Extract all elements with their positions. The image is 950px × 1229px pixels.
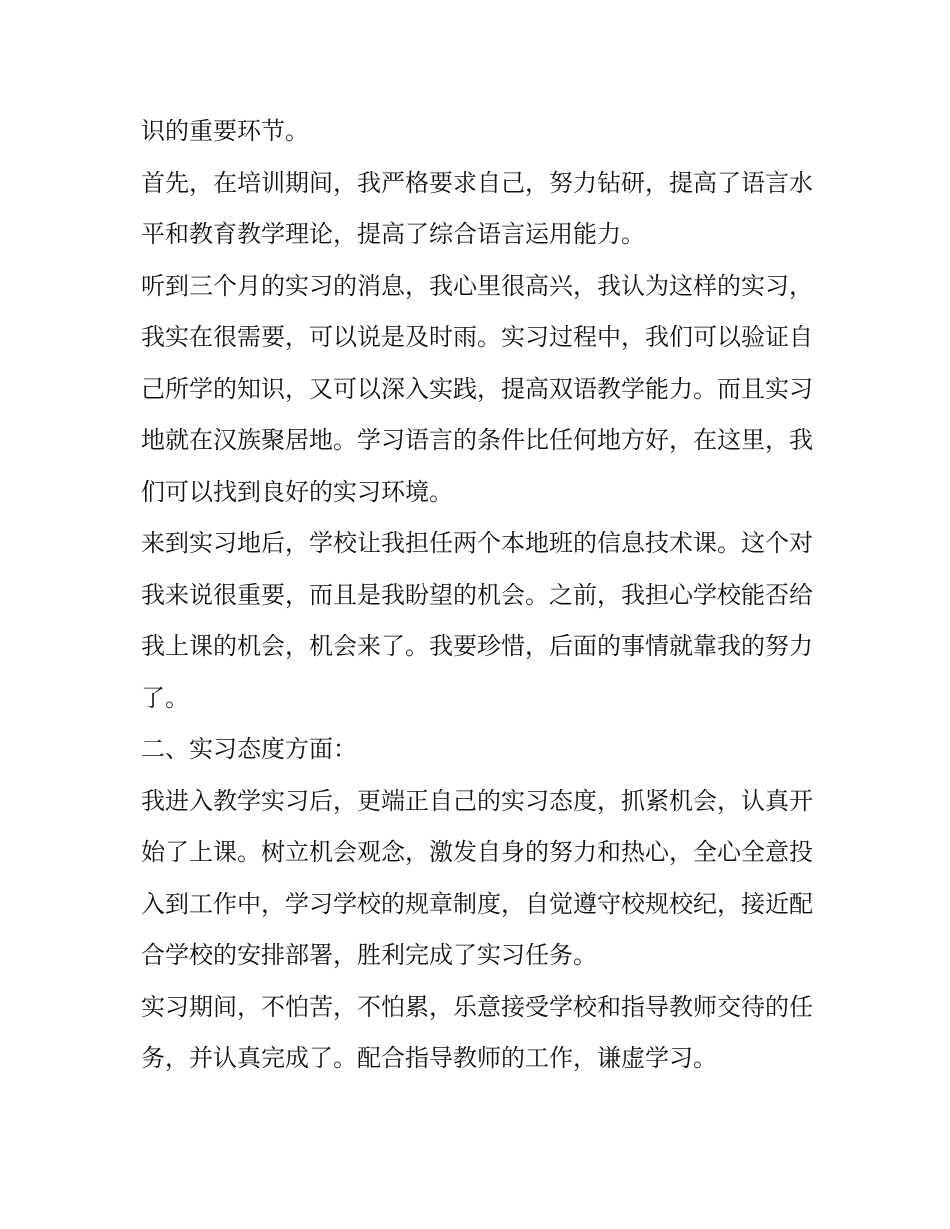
- paragraph-diligence: 实习期间，不怕苦，不怕累，乐意接受学校和指导教师交待的任务，并认真完成了。配合指导教师的工作，谦虚学习。: [141, 992, 813, 1072]
- section-heading-attitude: 二、实习态度方面：: [141, 735, 357, 763]
- paragraph-arrival: 来到实习地后，学校让我担任两个本地班的信息技术课。这个对我来说很重要，而且是我盼望的机会。之前，我担心学校能否给我上课的机会，机会来了。我要珍惜，后面的事情就靠我的努力了。: [141, 529, 813, 712]
- paragraph-attitude: 我进入教学实习后，更端正自己的实习态度，抓紧机会，认真开始了上课。树立机会观念，激发自身的努力和热心，全心全意投入到工作中，学习学校的规章制度，自觉遵守校规校纪，接近配合学校的安排部署，胜利完成了实习任务。: [141, 786, 813, 969]
- document-body: [141, 106, 813, 1085]
- paragraph-internship-news: 听到三个月的实习的消息，我心里很高兴，我认为这样的实习，我实在很需要，可以说是及时雨。实习过程中，我们可以验证自己所学的知识，又可以深入实践，提高双语教学能力。而且实习地就在汉族聚居地。学习语言的条件比任何地方好，在这里，我们可以找到良好的实习环境。: [141, 271, 813, 506]
- paragraph-training: 首先，在培训期间，我严格要求自己，努力钻研，提高了语言水平和教育教学理论，提高了综合语言运用能力。: [141, 168, 813, 248]
- paragraph-continuation: 识的重要环节。: [141, 117, 309, 145]
